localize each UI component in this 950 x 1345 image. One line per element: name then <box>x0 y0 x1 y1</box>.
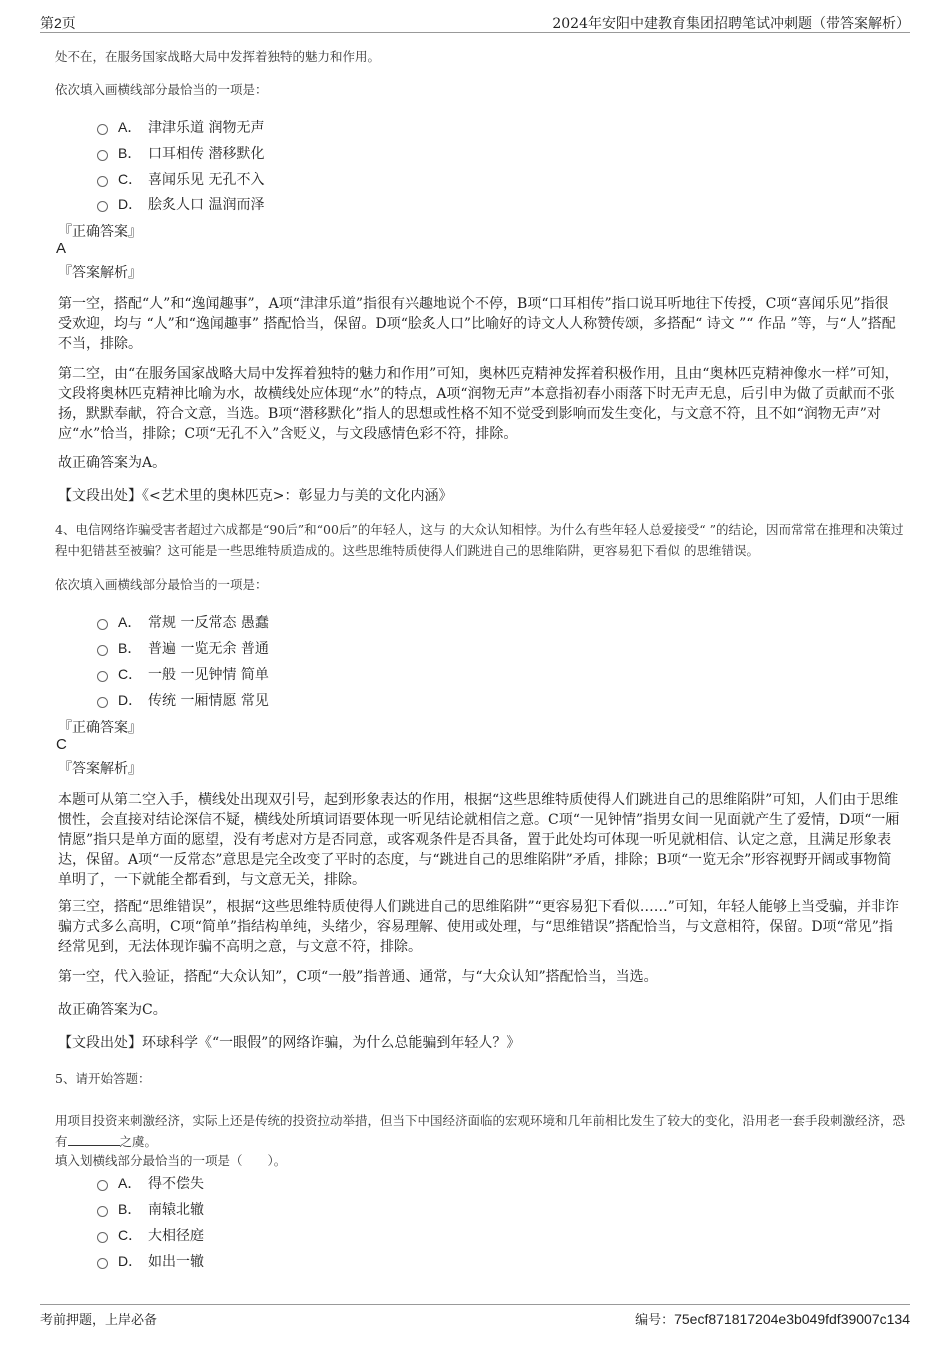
q3-analysis-p3: 故正确答案为A。 <box>58 455 167 471</box>
radio-icon[interactable] <box>97 1258 108 1269</box>
document-title: 2024年安阳中建教育集团招聘笔试冲刺题（带答案解析） <box>552 16 910 32</box>
q4-answer-label: 『正确答案』 <box>58 720 142 736</box>
answer-blank <box>68 1133 120 1146</box>
q4-option-a[interactable]: A． 常规 一反常态 愚蠢 <box>97 612 269 632</box>
q5-option-c[interactable]: C． 大相径庭 <box>97 1225 204 1245</box>
radio-icon[interactable] <box>97 176 108 187</box>
q5-stem: 用项目投资来刺激经济，实际上还是传统的投资拉动举措，但当下中国经济面临的宏观环境和几年前相比发生了较大的变化，沿用老一套手段刺激经济，恐有 之虞。 <box>55 1113 906 1149</box>
radio-icon[interactable] <box>97 671 108 682</box>
radio-icon[interactable] <box>97 1180 108 1191</box>
q4-stem: 4、电信网络诈骗受害者超过六成都是“90后”和“00后”的年轻人，这与 的大众认知相悖。为什么有些年轻人总爱接受“ ”的结论，因而常常在推理和决策过程中犯错甚至被骗？这可能是一些思维特质造成的。这些思维特质使得人们跳进自己的思维陷阱，更容易犯下看似 的思维错误。 <box>55 522 904 558</box>
radio-icon[interactable] <box>97 1232 108 1243</box>
footer-slogan: 考前押题，上岸必备 <box>40 1313 158 1328</box>
radio-icon[interactable] <box>97 201 108 212</box>
q4-source: 【文段出处】环球科学《“一眼假”的网络诈骗，为什么总能骗到年轻人？》 <box>58 1035 521 1051</box>
q5-option-b[interactable]: B． 南辕北辙 <box>97 1199 204 1219</box>
q3-analysis-p2: 第二空，由“在服务国家战略大局中发挥着独特的魅力和作用”可知，奥林匹克精神发挥着积极作用，且由“奥林匹克精神像水一样”可知，文段将奥林匹克精神比喻为水，故横线处应体现“水”的特点，A项“润物无声”本意指初春小雨落下时无声无息，后引申为做了贡献而不张扬，默默奉献，符合文意，当选。B项“潜移默化”指人的思想或性格不知不觉受到影响而发生变化，与文意不符，且不如“润物无声”对应“水”恰当，排除；C项“无孔不入”含贬义，与文段感情色彩不符，排除。 <box>58 366 899 442</box>
q3-answer-label: 『正确答案』 <box>58 224 142 240</box>
q4-analysis-p4: 故正确答案为C。 <box>58 1002 167 1018</box>
q3-stem-tail: 处不在，在服务国家战略大局中发挥着独特的魅力和作用。 <box>55 49 381 64</box>
page-footer <box>40 1304 910 1327</box>
q3-option-c[interactable]: C． 喜闻乐见 无孔不入 <box>97 169 264 189</box>
q3-prompt: 依次填入画横线部分最恰当的一项是： <box>55 82 268 97</box>
q3-answer: A <box>56 240 67 257</box>
q4-analysis-p2: 第三空，搭配“思维错误”，根据“这些思维特质使得人们跳进自己的思维陷阱”“更容易犯下看似……”可知，年轻人能够上当受骗，并非诈骗方式多么高明，C项“简单”指结构单纯，头绪少，容易理解、使用或处理，与“思维错误”搭配恰当，与文意相符，保留。D项“常见”指经常见到，无法体现诈骗不高明之意，与文意不符，排除。 <box>58 899 899 955</box>
q4-analysis-p1: 本题可从第二空入手，横线处出现双引号，起到形象表达的作用，根据“这些思维特质使得人们跳进自己的思维陷阱”可知，人们由于思维惯性，会直接对结论深信不疑，横线处所填词语要体现一听见结论就相信之意。C项“一见钟情”指男女间一见面就产生了爱情，D项“一厢情愿”指只是单方面的愿望，没有考虑对方是否同意，或客观条件是否具备，置于此处均可体现一听见就相信、认定之意，且满足形象表达，保留。A项“一反常态”意思是完全改变了平时的态度，与“跳进自己的思维陷阱”矛盾，排除；B项“一览无余”形容视野开阔或事物简单明了，一下就能全都看到，与文意无关，排除。 <box>58 792 900 888</box>
radio-icon[interactable] <box>97 124 108 135</box>
radio-icon[interactable] <box>97 1206 108 1217</box>
q3-source: 【文段出处】《<艺术里的奥林匹克>：彰显力与美的文化内涵》 <box>58 488 453 504</box>
page-header <box>40 10 910 33</box>
radio-icon[interactable] <box>97 150 108 161</box>
q5-option-d[interactable]: D． 如出一辙 <box>97 1251 204 1271</box>
q3-analysis-label: 『答案解析』 <box>58 265 142 281</box>
q5-title: 5、请开始答题： <box>55 1071 151 1086</box>
q3-option-b[interactable]: B． 口耳相传 潜移默化 <box>97 143 264 163</box>
q3-option-a[interactable]: A． 津津乐道 润物无声 <box>97 117 264 137</box>
q3-option-d[interactable]: D． 脍炙人口 温润而泽 <box>97 194 264 214</box>
q4-option-c[interactable]: C． 一般 一见钟情 简单 <box>97 664 269 684</box>
document-code: 编号：75ecf871817204e3b049fdf39007c134 <box>635 1311 910 1328</box>
q4-answer: C <box>56 736 67 753</box>
radio-icon[interactable] <box>97 645 108 656</box>
q4-option-d[interactable]: D． 传统 一厢情愿 常见 <box>97 690 269 710</box>
radio-icon[interactable] <box>97 619 108 630</box>
q3-analysis-p1: 第一空，搭配“人”和“逸闻趣事”，A项“津津乐道”指很有兴趣地说个不停，B项“口耳相传”指口说耳听地往下传授，C项“喜闻乐见”指很受欢迎，均与 “人”和“逸闻趣事” 搭配恰当，保留。D项“脍炙人口”比喻好的诗文人人称赞传颂，多搭配“ 诗文 ”“ 作品 ”等，与“人”搭配不当，排除。 <box>58 296 896 352</box>
q4-option-b[interactable]: B． 普遍 一览无余 普通 <box>97 638 269 658</box>
page-number: 第2页 <box>40 15 76 31</box>
radio-icon[interactable] <box>97 697 108 708</box>
q4-prompt: 依次填入画横线部分最恰当的一项是： <box>55 577 268 592</box>
q5-prompt: 填入划横线部分最恰当的一项是（ ）。 <box>55 1153 287 1168</box>
q5-option-a[interactable]: A． 得不偿失 <box>97 1173 204 1193</box>
q4-analysis-p3: 第一空，代入验证，搭配“大众认知”，C项“一般”指普通、通常，与“大众认知”搭配恰当，当选。 <box>58 969 658 985</box>
q4-analysis-label: 『答案解析』 <box>58 761 142 777</box>
